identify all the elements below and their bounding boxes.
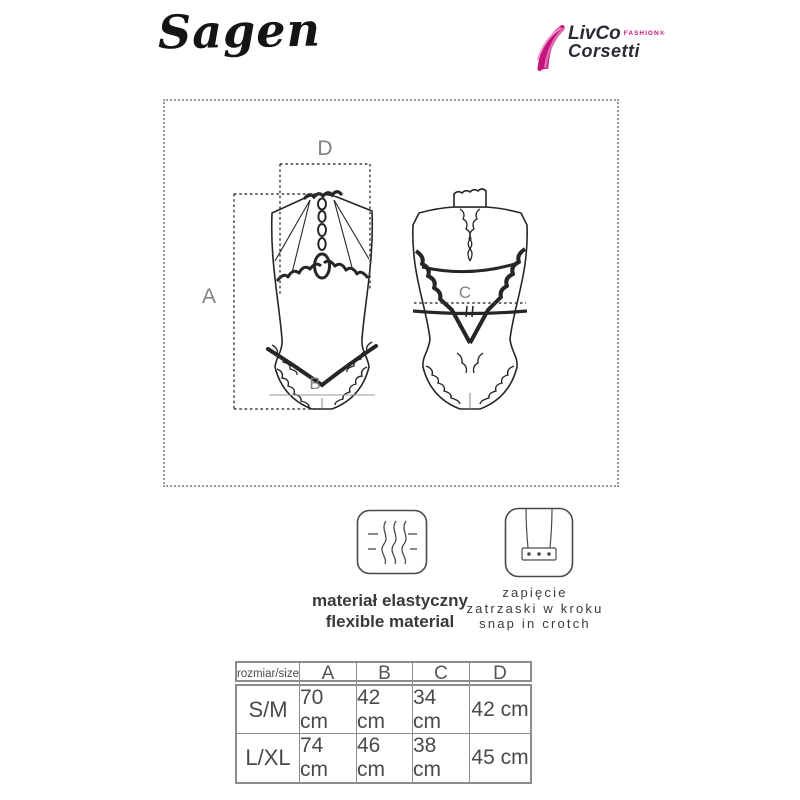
brand-wing-icon <box>536 24 566 72</box>
caption-line: zatrzaski w kroku <box>466 600 604 616</box>
measurement-diagram-box <box>163 99 619 487</box>
header-cell-c: C <box>413 663 470 685</box>
caption-line: zapięcie <box>502 585 568 600</box>
snap-crotch-icon <box>504 507 574 578</box>
bodysuit-front-view <box>268 192 376 409</box>
value-cell: 34 cm <box>413 686 470 734</box>
size-cell-lxl: L/XL <box>237 734 300 782</box>
bodysuit-measurement-drawing <box>165 101 617 485</box>
size-cell-sm: S/M <box>237 686 300 734</box>
value-cell: 42 cm <box>470 686 530 734</box>
header-cell-rozmiar-size: rozmiar/size <box>237 663 300 685</box>
caption-line: snap in crotch <box>479 616 591 631</box>
brand-name-corsetti: Corsetti <box>568 41 641 61</box>
value-cell: 70 cm <box>300 686 357 734</box>
header-cell-a: A <box>300 663 357 685</box>
value-cell: 38 cm <box>413 734 470 782</box>
brand-logo <box>536 24 665 72</box>
value-cell: 74 cm <box>300 734 357 782</box>
product-title: Sagen <box>157 2 322 60</box>
value-cell: 46 cm <box>357 734 413 782</box>
dimension-label-b: B <box>309 374 321 393</box>
dimension-label-c: C <box>458 283 472 302</box>
brand-name-fashion: FASHION® <box>623 30 666 37</box>
caption-line: flexible material <box>325 612 455 631</box>
header-cell-d: D <box>493 663 507 684</box>
brand-logo-text <box>568 24 665 60</box>
dimension-label-a: A <box>201 285 217 308</box>
size-table-body <box>235 684 532 784</box>
header-cell-b: B <box>357 663 413 685</box>
flexible-material-icon <box>356 509 428 575</box>
snap-crotch-caption <box>451 585 619 632</box>
value-cell: 42 cm <box>357 686 413 734</box>
brand-name-livco: LivCo <box>568 23 621 44</box>
caption-line: materiał elastyczny <box>312 591 468 610</box>
value-cell: 45 cm <box>471 746 529 769</box>
size-table-header <box>235 661 532 682</box>
dimension-label-d: D <box>317 137 333 160</box>
